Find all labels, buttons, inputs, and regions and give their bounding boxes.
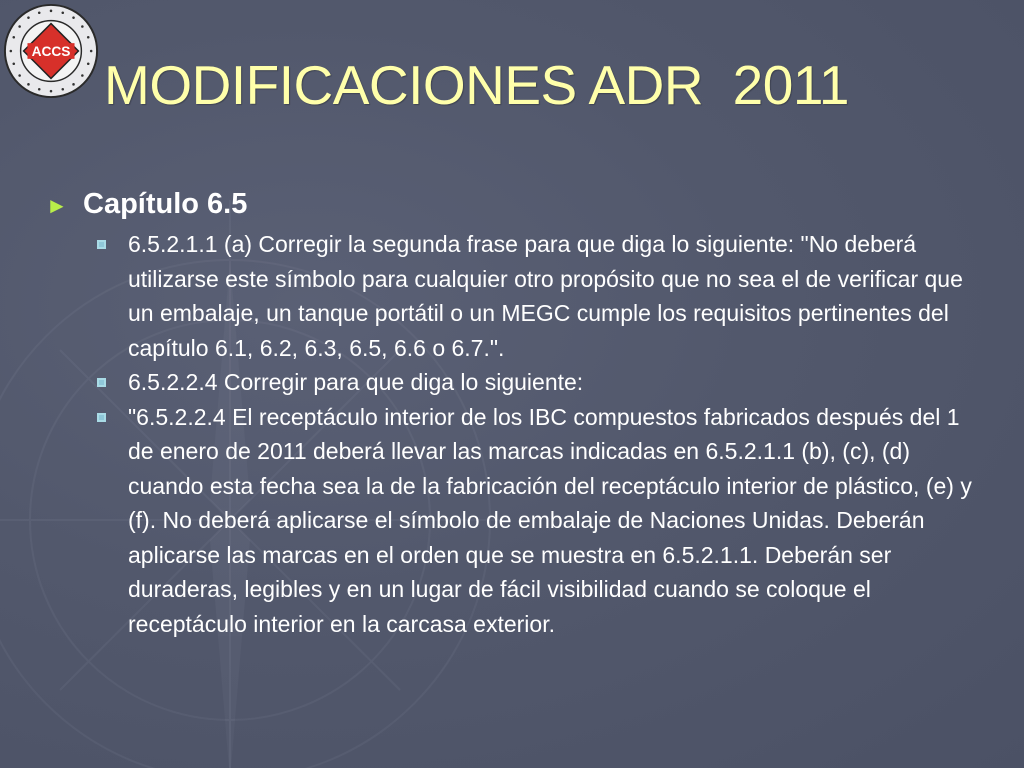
list-item-text: 6.5.2.1.1 (a) Corregir la segunda frase para que diga lo siguiente: "No deberá utilizarse este símbolo para cualquier otro propósito que no sea el de verificar que un embalaje, un tanque portátil o un MEGC cumple los requisitos pertinentes del capítulo 6.1, 6.2, 6.3, 6.5, 6.6 o 6.7.". bbox=[128, 231, 963, 361]
list-item bbox=[128, 227, 986, 365]
square-bullet-icon bbox=[97, 240, 106, 249]
slide-title: MODIFICACIONES ADR 2011 bbox=[104, 54, 849, 116]
level1-heading bbox=[46, 188, 986, 221]
list-item-text: 6.5.2.2.4 Corregir para que diga lo siguiente: bbox=[128, 369, 584, 395]
triangle-right-icon: ► bbox=[46, 193, 68, 218]
list-item bbox=[128, 400, 986, 642]
accs-logo-icon bbox=[2, 2, 100, 100]
list-item bbox=[128, 365, 986, 400]
level1-label: Capítulo 6.5 bbox=[83, 188, 248, 220]
svg-text:ACCS: ACCS bbox=[31, 43, 71, 59]
list-item-text: "6.5.2.2.4 El receptáculo interior de los IBC compuestos fabricados después del 1 de enero de 2011 deberá llevar las marcas indicadas en 6.5.2.1.1 (b), (c), (d) cuando esta fecha sea la de la fabricación del receptáculo interior de plástico, (e) y (f). No deberá aplicarse el símbolo de embalaje de Naciones Unidas. Deberán aplicarse las marcas en el orden que se muestra en 6.5.2.1.1. Deberán ser duraderas, legibles y en un lugar de fácil visibilidad cuando se coloque el receptáculo interior en la carcasa exterior. bbox=[128, 403, 972, 637]
square-bullet-icon bbox=[97, 378, 106, 387]
square-bullet-icon bbox=[97, 413, 106, 422]
slide-content bbox=[46, 188, 986, 641]
